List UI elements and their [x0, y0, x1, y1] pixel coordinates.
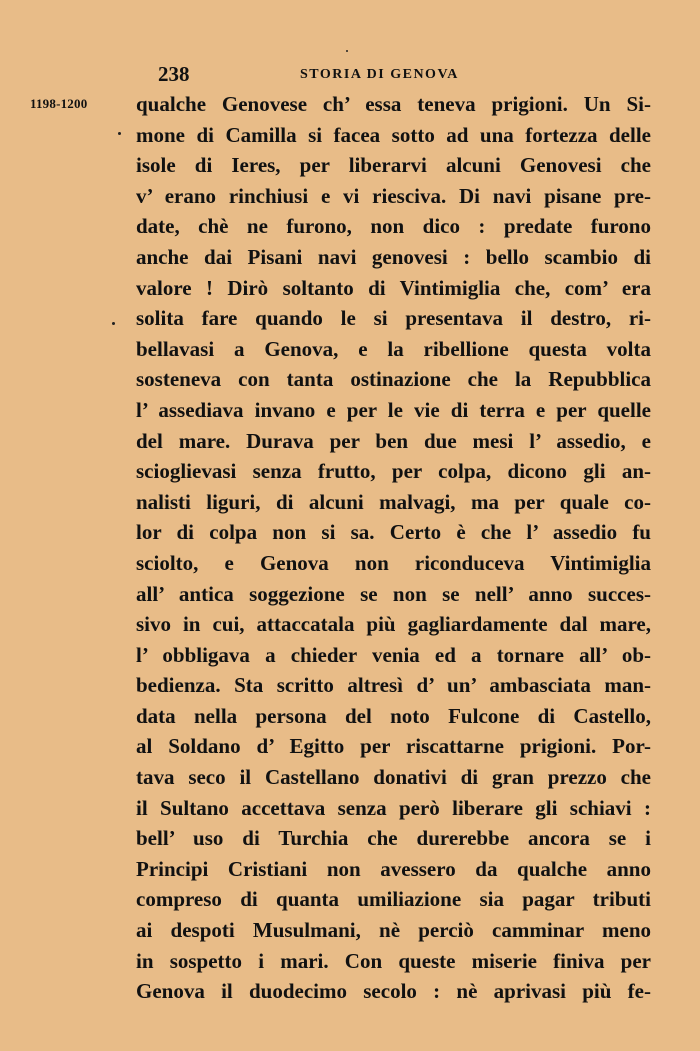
text-line: date, chè ne furono, non dico : predate furono: [136, 214, 651, 239]
text-line: qualche Genovese ch’ essa teneva prigioni. Un Si-: [136, 92, 651, 116]
text-line: v’ erano rinchiusi e vi riesciva. Di navi pisane pre-: [136, 183, 651, 208]
text-line: Principi Cristiani non avessero da qualche anno: [136, 856, 651, 881]
text-line: bellavasi a Genova, e la ribellione questa volta: [136, 336, 651, 361]
text-line: scioglievasi senza frutto, per colpa, dicono gli an-: [136, 459, 651, 484]
text-line: solita fare quando le si presentava il destro, ri-: [136, 306, 651, 331]
text-line: sciolto, e Genova non riconduceva Vintimiglia: [136, 550, 651, 575]
text-line: Genova il duodecimo secolo : nè aprivasi più fe-: [136, 979, 651, 1004]
text-line: bedienza. Sta scritto altresì d’ un’ ambasciata man-: [136, 673, 651, 698]
text-line: isole di Ieres, per liberarvi alcuni Genovesi che: [136, 153, 651, 178]
running-title: STORIA DI GENOVA: [300, 67, 459, 82]
ink-speck: [346, 50, 348, 52]
page-number: 238: [158, 62, 190, 86]
text-line: all’ antica soggezione se non se nell’ anno succes-: [136, 581, 651, 606]
text-line: data nella persona del noto Fulcone di Castello,: [136, 703, 651, 728]
text-line: nalisti liguri, di alcuni malvagi, ma per quale co-: [136, 489, 651, 514]
text-line: mone di Camilla si facea sotto ad una fortezza delle: [136, 122, 651, 147]
text-line: in sospetto i mari. Con queste miserie finiva per: [136, 948, 651, 973]
text-line: l’ obbligava a chieder venia ed a tornare all’ ob-: [136, 642, 651, 667]
text-line: ai despoti Musulmani, nè perciò camminar meno: [136, 918, 651, 943]
text-line: tava seco il Castellano donativi di gran prezzo che: [136, 765, 651, 790]
text-line: del mare. Durava per ben due mesi l’ assedio, e: [136, 428, 651, 453]
text-line: valore ! Dirò soltanto di Vintimiglia che, com’ era: [136, 275, 651, 300]
text-line: bell’ uso di Turchia che durerebbe ancora se i: [136, 826, 651, 851]
text-line: anche dai Pisani navi genovesi : bello scambio di: [136, 244, 651, 269]
ink-speck: [118, 132, 121, 135]
text-line: sivo in cui, attaccatala più gagliardamente dal mare,: [136, 612, 651, 637]
text-line: al Soldano d’ Egitto per riscattarne prigioni. Por-: [136, 734, 651, 759]
text-line: compreso di quanta umiliazione sia pagar tributi: [136, 887, 651, 912]
text-line: il Sultano accettava senza però liberare gli schiavi :: [136, 795, 651, 820]
ink-speck: [112, 322, 115, 325]
body-text: [136, 89, 651, 1007]
page-header: [0, 62, 700, 88]
margin-date-note: 1198-1200: [30, 96, 88, 111]
text-line: sosteneva con tanta ostinazione che la Repubblica: [136, 367, 651, 392]
text-line: lor di colpa non si sa. Certo è che l’ assedio fu: [136, 520, 651, 545]
text-line: l’ assediava invano e per le vie di terra e per quelle: [136, 397, 651, 422]
